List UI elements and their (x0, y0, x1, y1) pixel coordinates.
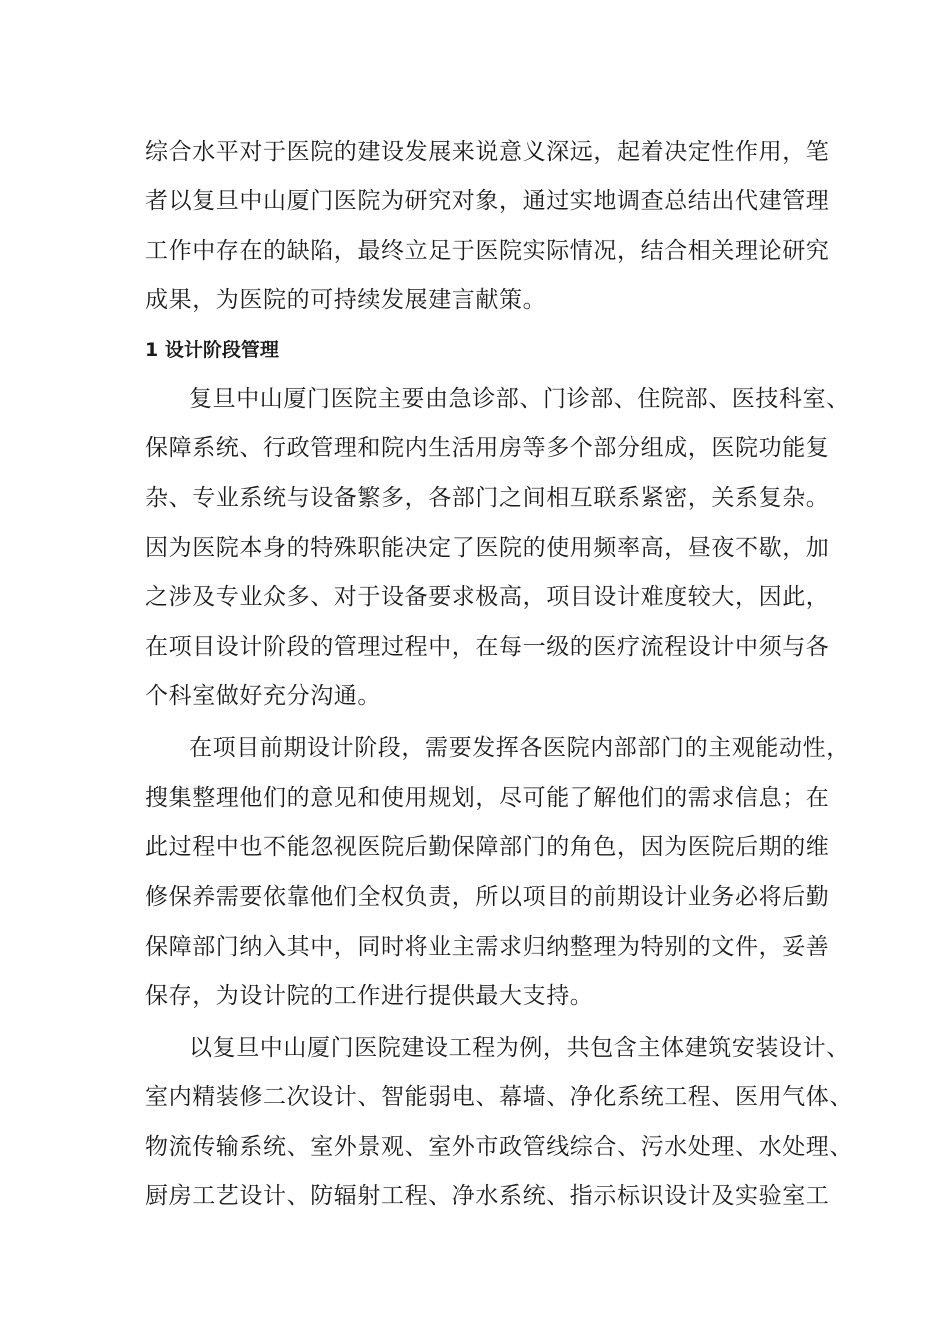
paragraph1-line-2: 保障系统、行政管理和院内生活用房等多个部分组成，医院功能复 (145, 435, 830, 461)
paragraph1-line-1: 复旦中山厦门医院主要由急诊部、门诊部、住院部、医技科室、 (189, 386, 850, 412)
paragraph2-line-6: 保存，为设计院的工作进行提供最大支持。 (145, 983, 594, 1009)
paragraph3-line-4: 厨房工艺设计、防辐射工程、净水系统、指示标识设计及实验室工 (145, 1183, 830, 1209)
paragraph2-line-2: 搜集整理他们的意见和使用规划，尽可能了解他们的需求信息；在 (145, 785, 830, 811)
section-heading: 1 设计阶段管理 (145, 339, 279, 361)
paragraph2-line-1: 在项目前期设计阶段，需要发挥各医院内部部门的主观能动性， (189, 735, 850, 761)
intro-line-3: 工作中存在的缺陷，最终立足于医院实际情况，结合相关理论研究 (145, 238, 830, 264)
paragraph2-line-5: 保障部门纳入其中，同时将业主需求归纳整理为特别的文件，妥善 (145, 934, 830, 960)
paragraph3-line-3: 物流传输系统、室外景观、室外市政管线综合、污水处理、水处理、 (145, 1134, 853, 1160)
paragraph1-line-4: 因为医院本身的特殊职能决定了医院的使用频率高，昼夜不歇，加 (145, 535, 830, 561)
intro-line-2: 者以复旦中山厦门医院为研究对象，通过实地调查总结出代建管理 (145, 188, 830, 214)
paragraph1-line-5: 之涉及专业众多、对于设备要求极高，项目设计难度较大，因此， (145, 584, 830, 610)
paragraph1-line-7: 个科室做好充分沟通。 (145, 683, 381, 709)
paragraph2-line-3: 此过程中也不能忽视医院后勤保障部门的角色，因为医院后期的维 (145, 834, 830, 860)
paragraph3-line-1: 以复旦中山厦门医院建设工程为例，共包含主体建筑安装设计、 (189, 1035, 850, 1061)
paragraph1-line-6: 在项目设计阶段的管理过程中，在每一级的医疗流程设计中须与各 (145, 634, 830, 660)
paragraph1-line-3: 杂、专业系统与设备繁多，各部门之间相互联系紧密，关系复杂。 (145, 485, 830, 511)
intro-line-4: 成果，为医院的可持续发展建言献策。 (145, 287, 547, 313)
intro-line-1: 综合水平对于医院的建设发展来说意义深远，起着决定性作用，笔 (145, 139, 830, 165)
paragraph2-line-4: 修保养需要依靠他们全权负责，所以项目的前期设计业务必将后勤 (145, 884, 830, 910)
paragraph3-line-2: 室内精装修二次设计、智能弱电、幕墙、净化系统工程、医用气体、 (145, 1084, 853, 1110)
